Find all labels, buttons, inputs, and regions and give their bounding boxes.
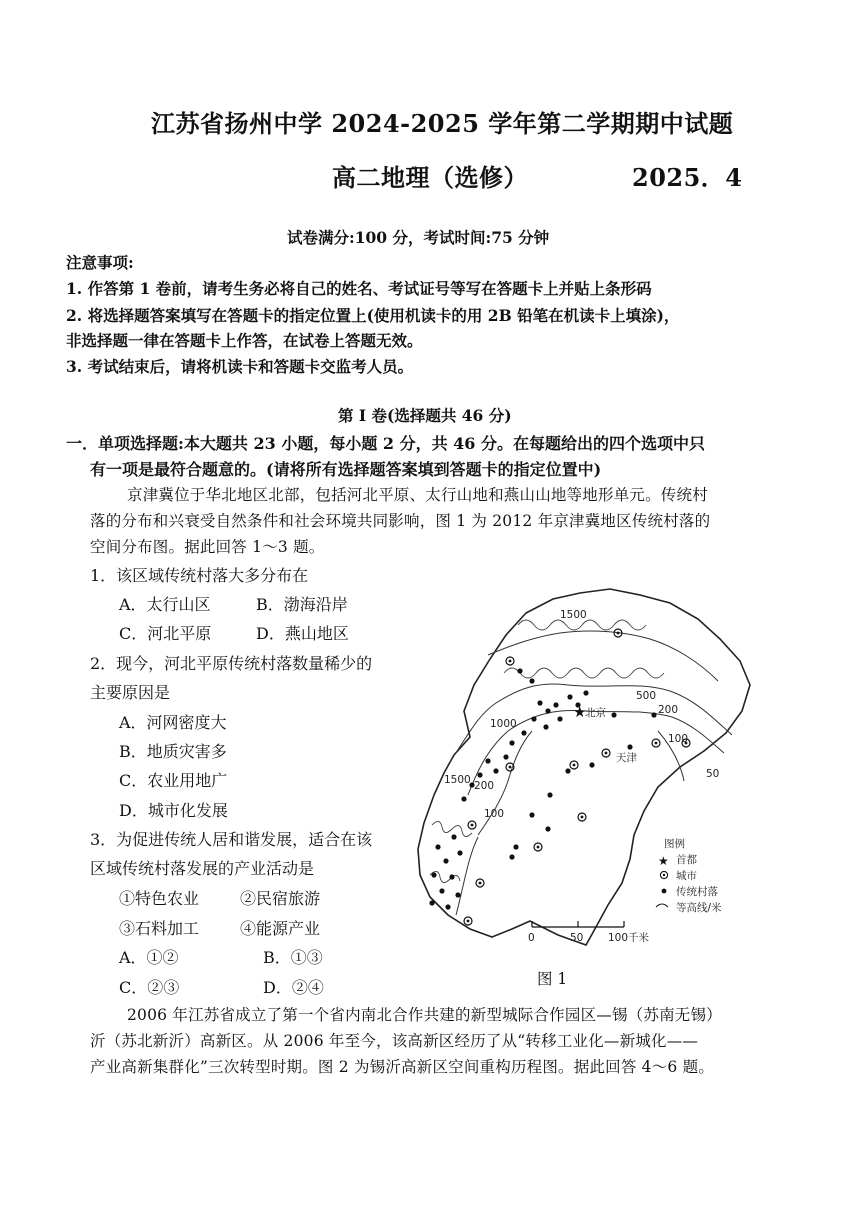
q2-option-c: C．农业用地广: [119, 771, 228, 790]
legend-title: 图例: [664, 838, 685, 850]
passage1-line1: 京津冀位于华北地区北部，包括河北平原、太行山地和燕山山地等地形单元。传统村: [127, 486, 708, 504]
contour-label-50: 50: [706, 768, 720, 780]
exam-info: 试卷满分:100 分，考试时间:75 分钟: [287, 228, 550, 247]
contour-label-1500: 1500: [560, 609, 587, 621]
subject-title: 高二地理（选修）: [332, 163, 528, 192]
contour-label-100: 100: [668, 733, 689, 745]
q1-stem: 1．该区域传统村落大多分布在: [90, 566, 309, 585]
capital-star-icon: ★: [573, 703, 587, 721]
contour-line: [488, 631, 718, 681]
q2-option-a: A．河网密度大: [119, 713, 227, 732]
contour-line: [432, 821, 472, 836]
contour-label-100-west: 100: [484, 808, 505, 820]
q1-option-b: B．渤海沿岸: [256, 595, 348, 614]
city-markers: [464, 629, 690, 925]
label-tianjin: 天津: [616, 752, 637, 764]
traditional-village-markers: [429, 668, 656, 909]
legend-village-icon: [662, 889, 667, 894]
q3-item-4: ④能源产业: [240, 919, 321, 938]
contour-line: [504, 668, 664, 678]
passage1-line3: 空间分布图。据此回答 1～3 题。: [90, 538, 325, 556]
q3-option-b: B．①③: [263, 948, 323, 967]
q1-option-d: D．燕山地区: [256, 624, 349, 643]
exam-title: 江苏省扬州中学 2024-2025 学年第二学期期中试题: [151, 109, 734, 138]
q2-stem-2: 主要原因是: [90, 683, 171, 702]
figure-1-caption: 图 1: [537, 970, 568, 988]
note-3: 3. 考试结束后，请将机读卡和答题卡交监考人员。: [66, 357, 414, 376]
note-2: 2. 将选择题答案填写在答题卡的指定位置上(使用机读卡的用 2B 铅笔在机读卡上填涂)，: [66, 306, 680, 325]
passage1-line2: 落的分布和兴衰受自然条件和社会环境共同影响，图 1 为 2012 年京津冀地区传统村落的: [90, 512, 711, 530]
map-svg: [408, 585, 768, 955]
contour-label-1500-south: 1500: [444, 774, 471, 786]
q3-item-2: ②民宿旅游: [240, 889, 321, 908]
section-title: 第 I 卷(选择题共 46 分): [338, 406, 512, 425]
q1-option-a: A．太行山区: [119, 595, 211, 614]
q2-option-b: B．地质灾害多: [119, 742, 227, 761]
figure-1-map: [408, 585, 768, 955]
exam-date: 2025．4: [632, 163, 743, 192]
contour-label-200-south: 200: [474, 780, 495, 792]
legend-city: 城市: [676, 870, 697, 882]
contour-label-1000: 1000: [490, 718, 517, 730]
q3-option-d: D．②④: [263, 978, 324, 997]
legend-capital-icon: ★: [658, 854, 669, 868]
notes-heading: 注意事项:: [66, 253, 134, 272]
q2-option-d: D．城市化发展: [119, 801, 228, 820]
section-instruction-1: 一．单项选择题:本大题共 23 小题，每小题 2 分，共 46 分。在每题给出的四个选项中只: [66, 434, 705, 453]
scale-50: 50: [570, 932, 584, 944]
q3-stem-2: 区域传统村落发展的产业活动是: [90, 859, 315, 878]
scale-0: 0: [528, 932, 535, 944]
contour-label-500: 500: [636, 690, 657, 702]
map-legend: [656, 837, 722, 914]
section-instruction-2: 有一项是最符合题意的。(请将所有选择题答案填到答题卡的指定位置中): [90, 460, 602, 479]
q3-option-a: A．①②: [119, 948, 179, 967]
note-2-cont: 非选择题一律在答题卡上作答，在试卷上答题无效。: [66, 331, 423, 350]
legend-contour-icon: [656, 904, 668, 907]
passage2-line3: 产业高新集群化”三次转型时期。图 2 为锡沂高新区空间重构历程图。据此回答 4～6 题。: [90, 1058, 715, 1076]
contour-line: [456, 837, 478, 915]
contour-label-200: 200: [658, 704, 679, 716]
q2-stem-1: 2．现今，河北平原传统村落数量稀少的: [90, 654, 373, 673]
passage2-line2: 沂（苏北新沂）高新区。从 2006 年至今，该高新区经历了从“转移工业化—新城化——: [90, 1032, 699, 1050]
q3-item-3: ③石料加工: [119, 919, 200, 938]
q3-stem-1: 3．为促进传统人居和谐发展，适合在该: [90, 830, 373, 849]
scale-100: 100千米: [608, 932, 650, 944]
passage2-line1: 2006 年江苏省成立了第一个省内南北合作共建的新型城际合作园区—锡（苏南无锡）: [127, 1006, 722, 1024]
legend-village: 传统村落: [676, 886, 718, 898]
q3-item-1: ①特色农业: [119, 889, 200, 908]
q1-option-c: C．河北平原: [119, 624, 212, 643]
q3-option-c: C．②③: [119, 978, 180, 997]
label-beijing: 北京: [585, 707, 606, 719]
legend-contour: 等高线/米: [676, 902, 722, 914]
contour-line: [518, 620, 646, 630]
legend-capital: 首都: [676, 854, 697, 866]
note-1: 1. 作答第 1 卷前，请考生务必将自己的姓名、考试证号等写在答题卡上并贴上条形码: [66, 279, 652, 298]
